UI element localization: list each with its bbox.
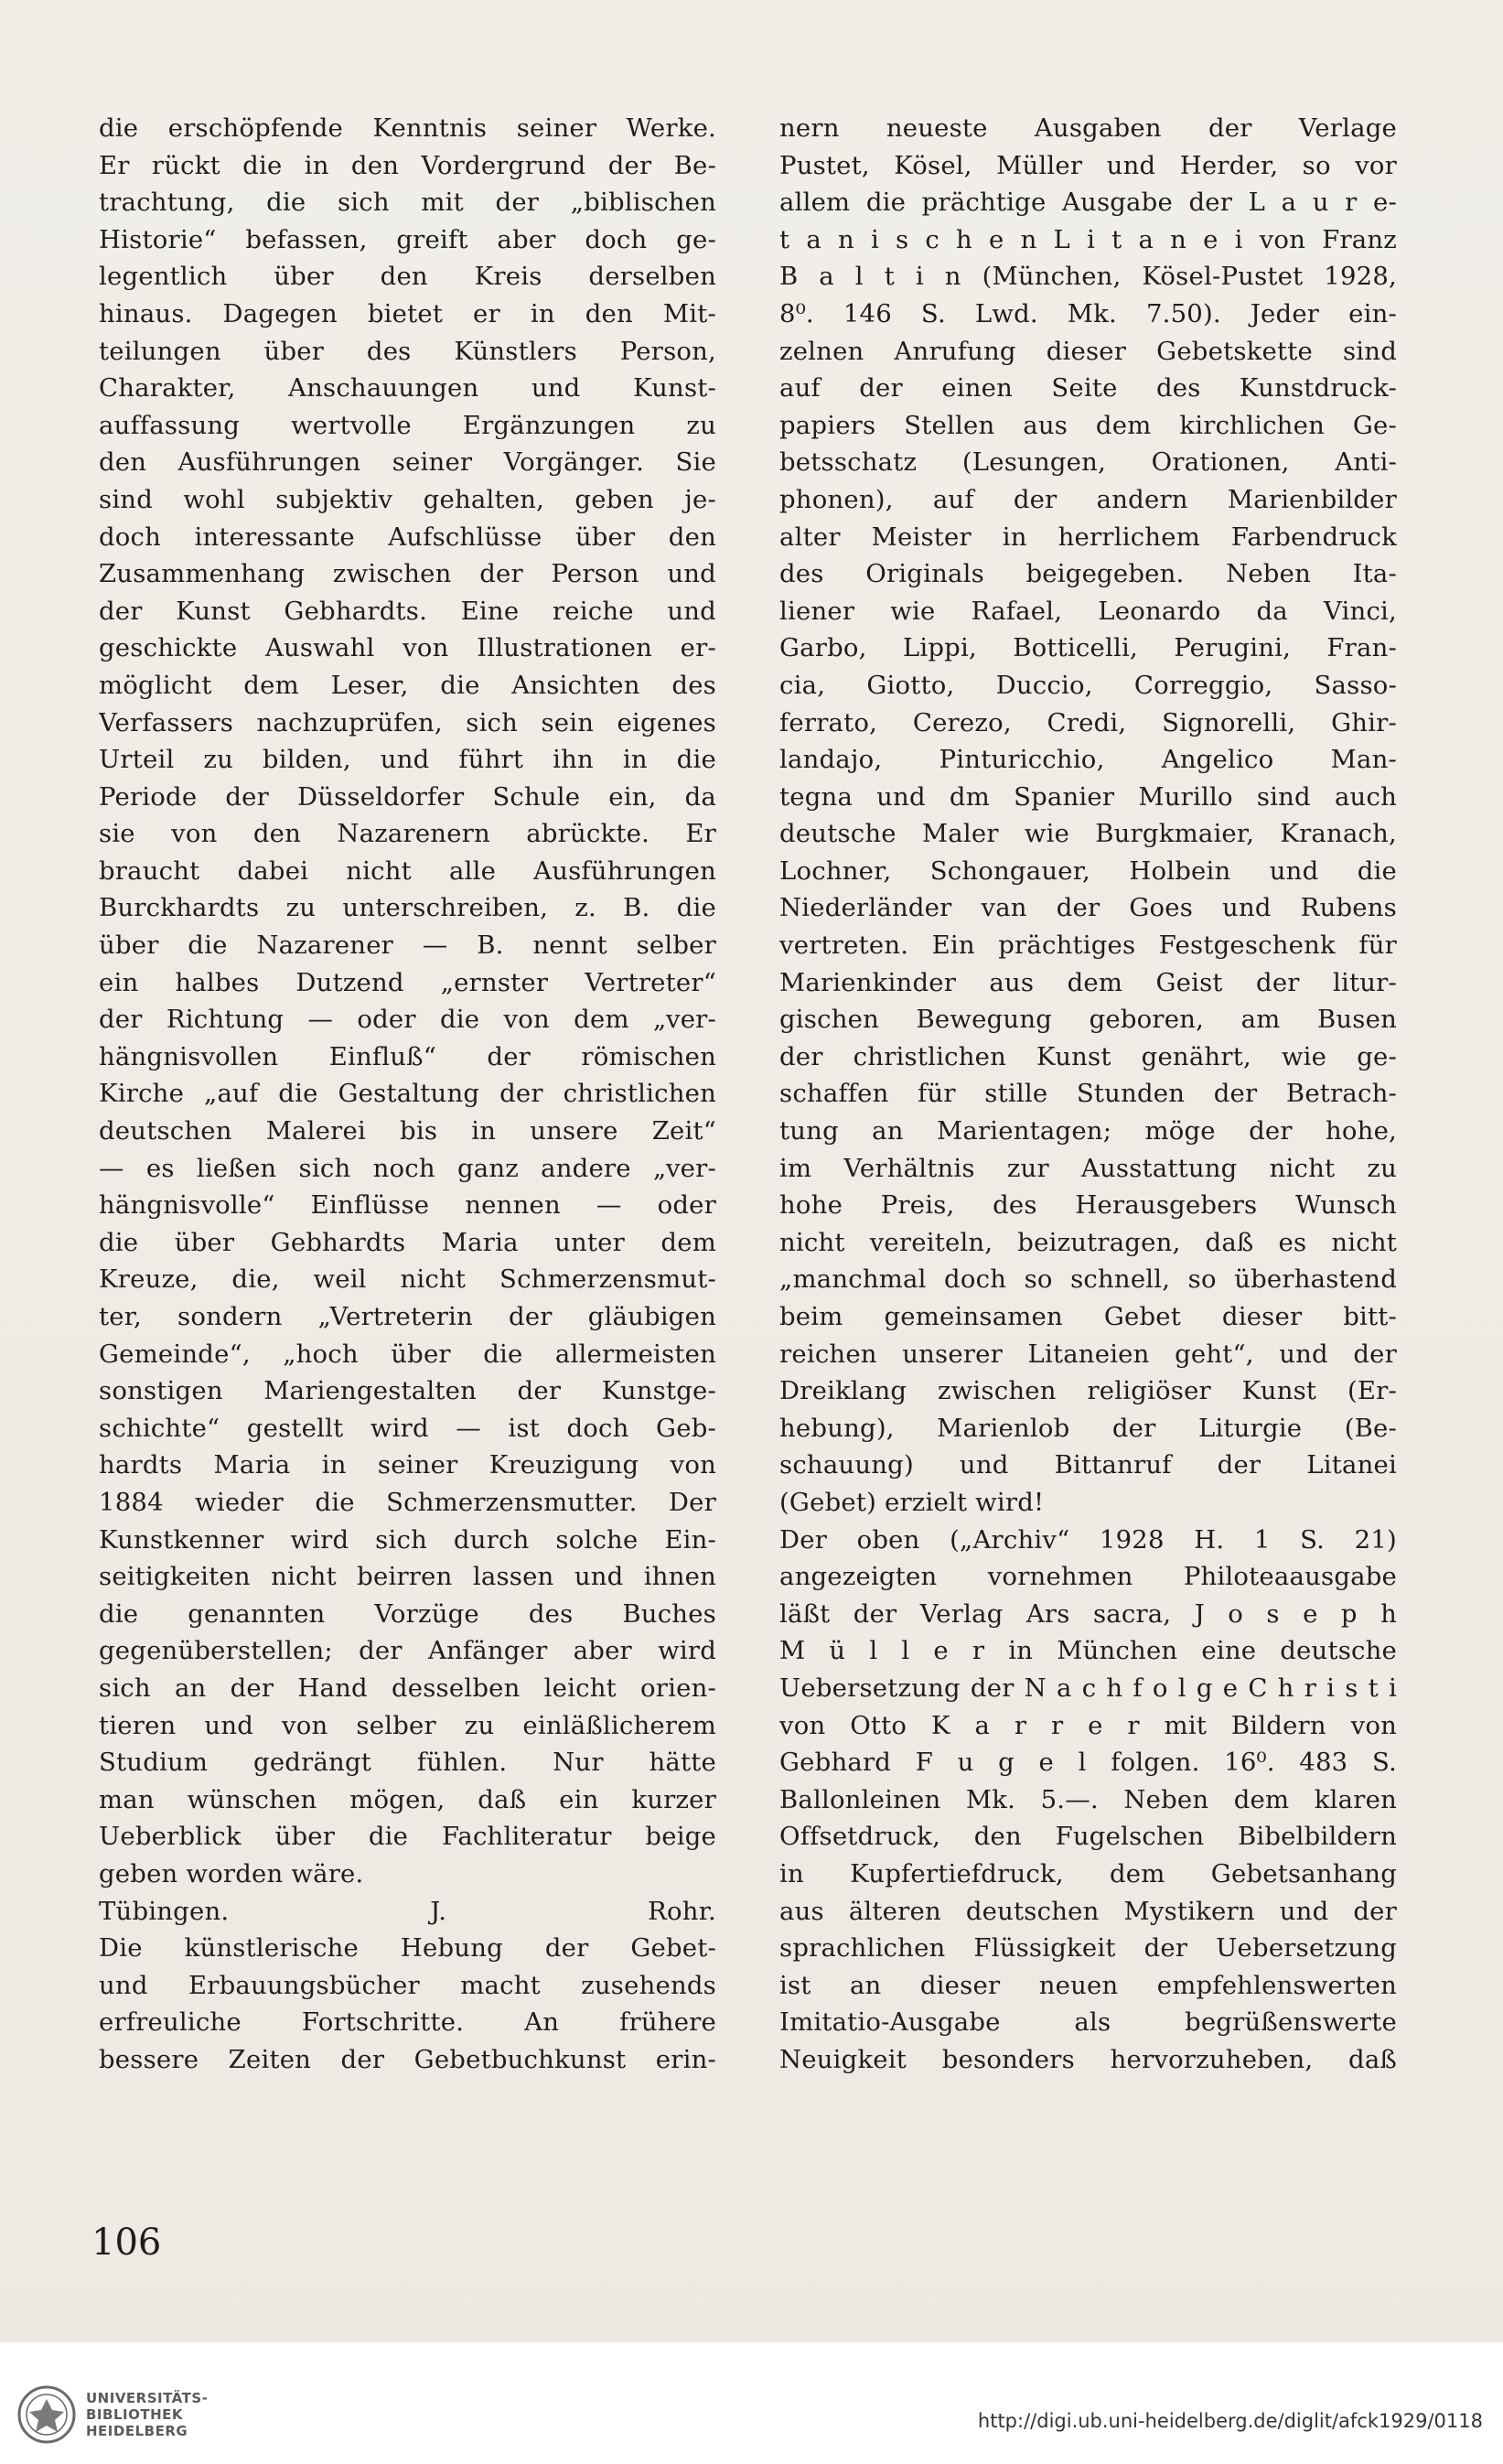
text-line: Burckhardts zu unterschreiben, z. B. die bbox=[99, 893, 716, 923]
text-line: sprachlichen Flüssigkeit der Uebersetzung bbox=[779, 1933, 1397, 1964]
text-line: die über Gebhardts Maria unter dem bbox=[99, 1227, 716, 1257]
text-line: im Verhältnis zur Ausstattung nicht zu bbox=[779, 1153, 1397, 1183]
source-url-link[interactable]: http://digi.ub.uni-heidelberg.de/diglit/afck1929/0118 bbox=[977, 2410, 1483, 2432]
text-line: Marienkinder aus dem Geist der litur- bbox=[779, 967, 1397, 997]
text-line: gischen Bewegung geboren, am Busen bbox=[779, 1005, 1397, 1035]
text-line: auf der einen Seite des Kunstdruck- bbox=[779, 373, 1397, 403]
text-line: M ü l l e r in München eine deutsche bbox=[779, 1636, 1397, 1666]
footer-bar bbox=[0, 2342, 1503, 2464]
text-line: angezeigten vornehmen Philoteaausgabe bbox=[779, 1562, 1397, 1592]
text-line: cia, Giotto, Duccio, Correggio, Sasso- bbox=[779, 670, 1397, 700]
text-line: Ueberblick über die Fachliteratur beige bbox=[99, 1822, 716, 1852]
text-line: tieren und von selber zu einläßlicherem bbox=[99, 1710, 716, 1740]
text-line: Historie“ befassen, greift aber doch ge- bbox=[99, 224, 716, 254]
text-line: ist an dieser neuen empfehlenswerten bbox=[779, 1970, 1397, 2000]
right-text-column bbox=[779, 110, 1397, 2078]
text-line: sich an der Hand desselben leicht orien- bbox=[99, 1673, 716, 1703]
text-line: Pustet, Kösel, Müller und Herder, so vor bbox=[779, 150, 1397, 180]
text-line: in Kupfertiefdruck, dem Gebetsanhang bbox=[779, 1858, 1397, 1888]
text-line: Er rückt die in den Vordergrund der Be- bbox=[99, 150, 716, 180]
text-line: deutschen Malerei bis in unsere Zeit“ bbox=[99, 1116, 716, 1146]
text-line: möglicht dem Leser, die Ansichten des bbox=[99, 670, 716, 700]
text-line: alter Meister in herrlichem Farbendruck bbox=[779, 522, 1397, 552]
text-line: ferrato, Cerezo, Credi, Signorelli, Ghir- bbox=[779, 707, 1397, 737]
text-line: 1884 wieder die Schmerzensmutter. Der bbox=[99, 1487, 716, 1517]
text-line: Charakter, Anschauungen und Kunst- bbox=[99, 373, 716, 403]
text-line: aus älteren deutschen Mystikern und der bbox=[779, 1896, 1397, 1926]
text-line: B a l t i n (München, Kösel-Pustet 1928, bbox=[779, 262, 1397, 292]
page-number: 106 bbox=[91, 2222, 162, 2264]
text-line: zelnen Anrufung dieser Gebetskette sind bbox=[779, 336, 1397, 366]
text-line: trachtung, die sich mit der „biblischen bbox=[99, 188, 716, 218]
text-line: hardts Maria in seiner Kreuzigung von bbox=[99, 1450, 716, 1480]
text-line: Kreuze, die, weil nicht Schmerzensmut- bbox=[99, 1264, 716, 1295]
text-line: die genannten Vorzüge des Buches bbox=[99, 1598, 716, 1629]
text-line: schichte“ gestellt wird — ist doch Geb- bbox=[99, 1413, 716, 1443]
text-line: bessere Zeiten der Gebetbuchkunst erin- bbox=[99, 2044, 716, 2074]
text-line: Ballonleinen Mk. 5.—. Neben dem klaren bbox=[779, 1784, 1397, 1814]
text-line: Niederländer van der Goes und Rubens bbox=[779, 893, 1397, 923]
text-line: der christlichen Kunst genährt, wie ge- bbox=[779, 1041, 1397, 1071]
text-line: allem die prächtige Ausgabe der L a u r e- bbox=[779, 188, 1397, 218]
logo-line: BIBLIOTHEK bbox=[86, 2406, 183, 2423]
text-line: Gemeinde“, „hoch über die allermeisten bbox=[99, 1339, 716, 1369]
text-line: Gebhard F u g e l folgen. 16⁰. 483 S. bbox=[779, 1748, 1397, 1778]
text-line: „manchmal doch so schnell, so überhastend bbox=[779, 1264, 1397, 1295]
text-line: t a n i s c h e n L i t a n e i von Franz bbox=[779, 224, 1397, 254]
text-line: den Ausführungen seiner Vorgänger. Sie bbox=[99, 447, 716, 478]
text-line: vertreten. Ein prächtiges Festgeschenk für bbox=[779, 931, 1397, 961]
text-line: hohe Preis, des Herausgebers Wunsch bbox=[779, 1190, 1397, 1221]
text-line: Imitatio-Ausgabe als begrüßenswerte bbox=[779, 2007, 1397, 2038]
text-line: hängnisvollen Einfluß“ der römischen bbox=[99, 1041, 716, 1071]
text-line: Studium gedrängt fühlen. Nur hätte bbox=[99, 1748, 716, 1778]
text-line: braucht dabei nicht alle Ausführungen bbox=[99, 855, 716, 886]
text-line: Kunstkenner wird sich durch solche Ein- bbox=[99, 1524, 716, 1555]
text-line: legentlich über den Kreis derselben bbox=[99, 262, 716, 292]
text-line: sind wohl subjektiv gehalten, geben je- bbox=[99, 484, 716, 514]
text-line: nicht vereiteln, beizutragen, daß es nicht bbox=[779, 1227, 1397, 1257]
text-line: Uebersetzung der N a c h f o l g e C h r i s t i bbox=[779, 1673, 1397, 1703]
text-line: teilungen über des Künstlers Person, bbox=[99, 336, 716, 366]
text-line: phonen), auf der andern Marienbilder bbox=[779, 484, 1397, 514]
text-line: Garbo, Lippi, Botticelli, Perugini, Fran- bbox=[779, 633, 1397, 663]
text-line: läßt der Verlag Ars sacra, J o s e p h bbox=[779, 1598, 1397, 1629]
text-line: hebung), Marienlob der Liturgie (Be- bbox=[779, 1413, 1397, 1443]
text-line: gegenüberstellen; der Anfänger aber wird bbox=[99, 1636, 716, 1666]
text-line: schauung) und Bittanruf der Litanei bbox=[779, 1450, 1397, 1480]
text-line: Periode der Düsseldorfer Schule ein, da bbox=[99, 781, 716, 812]
text-line: geben worden wäre. bbox=[99, 1858, 364, 1888]
text-line: — es ließen sich noch ganz andere „ver- bbox=[99, 1153, 716, 1183]
text-line: ein halbes Dutzend „ernster Vertreter“ bbox=[99, 967, 716, 997]
text-line: der Richtung — oder die von dem „ver- bbox=[99, 1005, 716, 1035]
text-line: erfreuliche Fortschritte. An frühere bbox=[99, 2007, 716, 2038]
text-line: auffassung wertvolle Ergänzungen zu bbox=[99, 410, 716, 440]
text-line: Zusammenhang zwischen der Person und bbox=[99, 559, 716, 589]
text-line: hinaus. Dagegen bietet er in den Mit- bbox=[99, 298, 716, 328]
text-line: beim gemeinsamen Gebet dieser bitt- bbox=[779, 1302, 1397, 1331]
text-line: tegna und dm Spanier Murillo sind auch bbox=[779, 781, 1397, 812]
text-line: Offsetdruck, den Fugelschen Bibelbildern bbox=[779, 1822, 1397, 1852]
text-line: Neuigkeit besonders hervorzuheben, daß bbox=[779, 2044, 1397, 2074]
text-line: Dreiklang zwischen religiöser Kunst (Er- bbox=[779, 1376, 1397, 1406]
text-line: 8⁰. 146 S. Lwd. Mk. 7.50). Jeder ein- bbox=[779, 298, 1397, 328]
text-line: Verfassers nachzuprüfen, sich sein eigenes bbox=[99, 707, 716, 737]
text-line: Kirche „auf die Gestaltung der christlichen bbox=[99, 1079, 716, 1109]
library-logo-text bbox=[86, 2390, 208, 2439]
text-line: (Gebet) erzielt wird! bbox=[779, 1487, 1045, 1517]
text-line: deutsche Maler wie Burgkmaier, Kranach, bbox=[779, 819, 1397, 849]
text-line: betsschatz (Lesungen, Orationen, Anti- bbox=[779, 447, 1397, 478]
text-line: tung an Marientagen; möge der hohe, bbox=[779, 1116, 1397, 1146]
text-line: der Kunst Gebhardts. Eine reiche und bbox=[99, 596, 716, 626]
text-line: liener wie Rafael, Leonardo da Vinci, bbox=[779, 596, 1397, 626]
logo-line: UNIVERSITÄTS- bbox=[86, 2390, 209, 2406]
text-line: landajo, Pinturicchio, Angelico Man- bbox=[779, 745, 1397, 775]
text-line: nern neueste Ausgaben der Verlage bbox=[779, 113, 1397, 143]
text-line: man wünschen mögen, daß ein kurzer bbox=[99, 1784, 716, 1814]
text-line: papiers Stellen aus dem kirchlichen Ge- bbox=[779, 410, 1397, 440]
text-line: ter, sondern „Vertreterin der gläubigen bbox=[99, 1302, 716, 1331]
text-line: schaffen für stille Stunden der Betrach- bbox=[779, 1079, 1397, 1109]
text-line: Die künstlerische Hebung der Gebet- bbox=[99, 1933, 716, 1964]
logo-line: HEIDELBERG bbox=[86, 2423, 188, 2439]
text-line: Urteil zu bilden, und führt ihn in die bbox=[99, 745, 716, 775]
text-line: und Erbauungsbücher macht zusehends bbox=[99, 1970, 716, 2000]
text-line: über die Nazarener — B. nennt selber bbox=[99, 931, 716, 961]
text-line: Lochner, Schongauer, Holbein und die bbox=[779, 855, 1397, 886]
text-line: hängnisvolle“ Einflüsse nennen — oder bbox=[99, 1190, 716, 1221]
university-library-seal-icon[interactable] bbox=[16, 2384, 77, 2445]
left-text-column bbox=[99, 110, 716, 2078]
text-line: Tübingen. J. Rohr. bbox=[99, 1896, 716, 1926]
text-line: die erschöpfende Kenntnis seiner Werke. bbox=[99, 113, 716, 143]
text-line: sie von den Nazarenern abrückte. Er bbox=[99, 819, 716, 849]
text-line: des Originals beigegeben. Neben Ita- bbox=[779, 559, 1397, 589]
text-line: Der oben („Archiv“ 1928 H. 1 S. 21) bbox=[779, 1524, 1397, 1555]
text-line: reichen unserer Litaneien geht“, und der bbox=[779, 1339, 1397, 1369]
text-line: seitigkeiten nicht beirren lassen und ihnen bbox=[99, 1562, 716, 1592]
text-line: doch interessante Aufschlüsse über den bbox=[99, 522, 716, 552]
text-line: sonstigen Mariengestalten der Kunstge- bbox=[99, 1376, 716, 1406]
text-line: von Otto K a r r e r mit Bildern von bbox=[779, 1710, 1397, 1740]
text-line: geschickte Auswahl von Illustrationen er- bbox=[99, 633, 716, 663]
